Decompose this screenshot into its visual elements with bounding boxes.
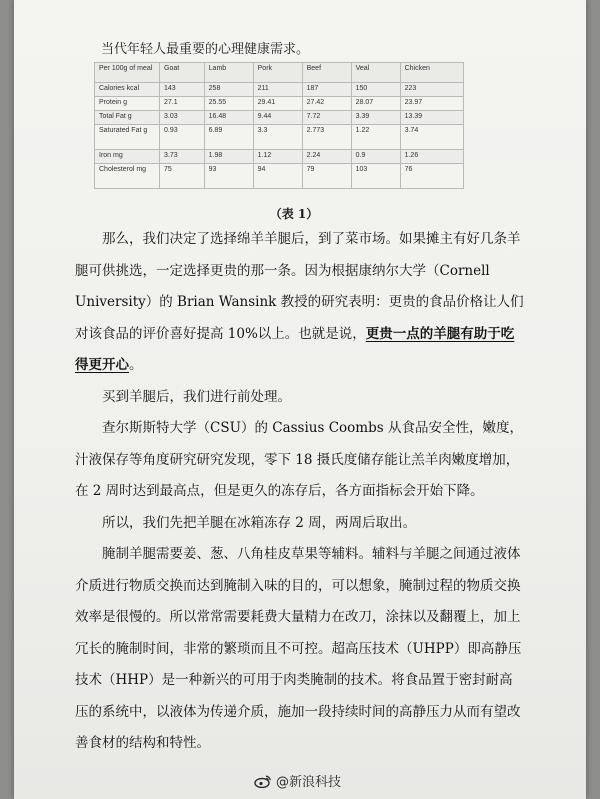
table-cell: 23.97 [400, 97, 463, 111]
table-cell: 0.93 [160, 125, 205, 150]
table-cell: 0.9 [351, 150, 400, 164]
table-row [95, 125, 464, 150]
table-cell: 2.773 [302, 125, 351, 150]
table-cell: 3.39 [351, 111, 400, 125]
paragraph-freeze: 所以，我们先把羊腿在冰箱冻存 2 周，两周后取出。 [102, 514, 417, 531]
row-label: Saturated Fat g [95, 125, 160, 150]
table-cell: 3.3 [253, 125, 302, 150]
table-cell: 16.48 [204, 111, 253, 125]
table-caption [0, 205, 600, 222]
column-header: Lamb [204, 63, 253, 83]
table-cell: 13.39 [400, 111, 463, 125]
table-cell: 93 [204, 164, 253, 189]
nutrition-table-wrap [94, 62, 464, 189]
table-row [95, 83, 464, 97]
table-cell: 2.24 [302, 150, 351, 164]
table-row [95, 97, 464, 111]
table-cell: 211 [253, 83, 302, 97]
table-row [95, 111, 464, 125]
table-cell: 150 [351, 83, 400, 97]
column-header: Goat [160, 63, 205, 83]
watermark [254, 771, 341, 790]
paragraph-price-end: 。 [129, 357, 143, 373]
table-cell: 223 [400, 83, 463, 97]
row-label: Calories kcal [95, 83, 160, 97]
table-cell: 6.89 [204, 125, 253, 150]
table-cell: 7.72 [302, 111, 351, 125]
paragraph-preprocess: 买到羊腿后，我们进行前处理。 [102, 388, 291, 405]
table-cell: 25.55 [204, 97, 253, 111]
article-body [75, 224, 525, 760]
column-header: Pork [253, 63, 302, 83]
table-cell: 187 [302, 83, 351, 97]
table-cell: 28.07 [351, 97, 400, 111]
table-cell: 76 [400, 164, 463, 189]
row-label: Cholesterol mg [95, 164, 160, 189]
table-cell: 29.41 [253, 97, 302, 111]
weibo-icon [254, 774, 272, 788]
table-cell: 1.22 [351, 125, 400, 150]
table-cell: 1.26 [400, 150, 463, 164]
table-cell: 9.44 [253, 111, 302, 125]
table-cell: 1.98 [204, 150, 253, 164]
table-cell: 3.74 [400, 125, 463, 150]
table-caption-text: （表 1） [269, 207, 319, 221]
table-cell: 3.73 [160, 150, 205, 164]
paragraph-price [75, 224, 525, 382]
nutrition-table [94, 62, 464, 189]
row-label: Iron mg [95, 150, 160, 164]
column-header: Chicken [400, 63, 463, 83]
table-cell: 79 [302, 164, 351, 189]
table-header-row [95, 63, 464, 83]
table-cell: 1.12 [253, 150, 302, 164]
watermark-text: @新浪科技 [276, 775, 342, 790]
column-header: Veal [351, 63, 400, 83]
table-cell: 27.42 [302, 97, 351, 111]
table-cell: 3.03 [160, 111, 205, 125]
paragraph-csu-study: 查尔斯斯特大学（CSU）的 Cassius Coombs 从食品安全性，嫩度，汁液保存等角度研究研究发现，零下 18 摄氏度储存能让羔羊肉嫩度增加，在 2 周时达到最高点，但是更久的冻存后，各方面指标会开始下降。 [75, 420, 523, 499]
paragraph-marinate: 腌制羊腿需要姜、葱、八角桂皮草果等辅料。辅料与羊腿之间通过液体介质进行物质交换而达到腌制入味的目的，可以想象，腌制过程的物质交换效率是很慢的。所以常常需要耗费大量精力在改刀，涂抹以及翻覆上，加上冗长的腌制时间，非常的繁琐而且不可控。超高压技术（UHPP）即高静压技术（HHP）是一种新兴的可用于肉类腌制的技术。将食品置于密封耐高压的系统中，以液体为传递介质，施加一段持续时间的高静压力从而有望改善食材的结构和特性。 [75, 546, 522, 751]
table-row [95, 164, 464, 189]
column-header: Per 100g of meal [95, 63, 160, 83]
table-cell: 143 [160, 83, 205, 97]
emphasis-underlined: 更贵一点的羊腿有助于吃得更开心 [75, 325, 515, 373]
header-text: 当代年轻人最重要的心理健康需求。 [101, 42, 310, 57]
paragraph-price-text: 那么，我们决定了选择绵羊羊腿后，到了菜市场。如果摊主有好几条羊腿可供挑选，一定选择更贵的那一条。因为根据康纳尔大学（Cornell University）的 Brian Wansink 教授的研究表明：更贵的食品价格让人们对该食品的评价喜好提高 10%以上。也就是说， [75, 231, 524, 342]
table-cell: 75 [160, 164, 205, 189]
row-label: Total Fat g [95, 111, 160, 125]
table-row [95, 150, 464, 164]
row-label: Protein g [95, 97, 160, 111]
table-cell: 103 [351, 164, 400, 189]
table-cell: 258 [204, 83, 253, 97]
table-cell: 94 [253, 164, 302, 189]
column-header: Beef [302, 63, 351, 83]
table-cell: 27.1 [160, 97, 205, 111]
